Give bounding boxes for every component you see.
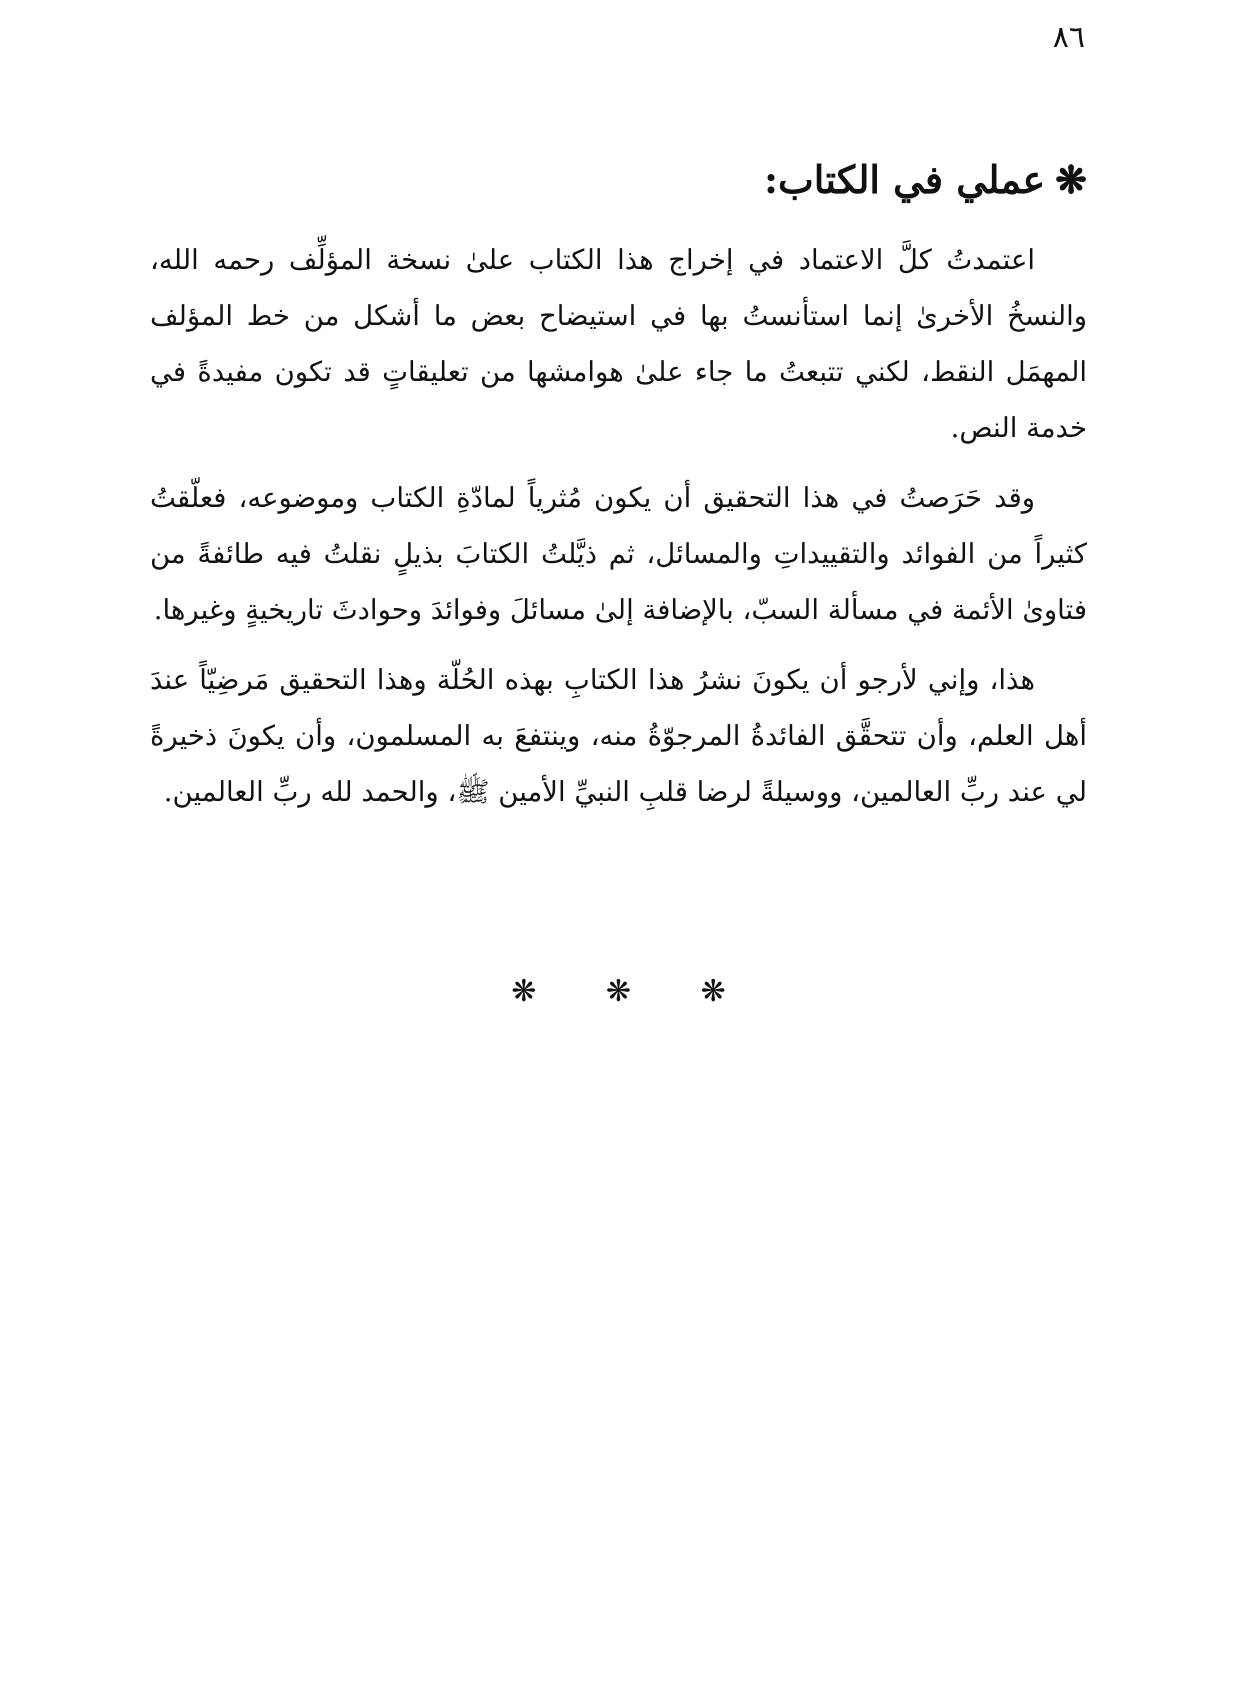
page-number: ٨٦ (1052, 20, 1085, 55)
paragraph-closing: هذا، وإني لأرجو أن يكونَ نشرُ هذا الكتابِ بهذه الحُلّة وهذا التحقيق مَرضِيّاً عندَ أهل العلم، وأن تتحقَّق الفائدةُ المرجوّةُ منه، وينتفعَ به المسلمون، وأن يكونَ ذخيرةً لي عند ربِّ العالمين، ووسيلةً لرضا قلبِ النبيِّ الأمين ﷺ، والحمد لله ربِّ العالمين. (150, 664, 1087, 808)
paragraph-reliance: اعتمدتُ كلَّ الاعتماد في إخراج هذا الكتاب علىٰ نسخة المؤلِّف رحمه الله، والنسخُ الأخرىٰ إنما استأنستُ بها في استيضاح بعض ما أشكل من خط المؤلف المهمَل النقط، لكني تتبعتُ ما جاء علىٰ هوامشها من تعليقاتٍ قد تكون مفيدةً في خدمة النص. (150, 244, 1087, 444)
body-text (150, 232, 1087, 834)
section-heading (150, 152, 1087, 208)
section-divider (0, 972, 1237, 1012)
paragraph-enrichment: وقد حَرَصتُ في هذا التحقيق أن يكون مُثرياً لمادّةِ الكتاب وموضوعه، فعلّقتُ كثيراً من الفوائد والتقييداتِ والمسائل، ثم ذيَّلتُ الكتابَ بذيلٍ نقلتُ فيه طائفةً من فتاوىٰ الأئمة في مسألة السبّ، بالإضافة إلىٰ مسائلَ وفوائدَ وحوادثَ تاريخيةٍ وغيرها. (150, 482, 1087, 626)
section-title: عملي في الكتاب: (763, 157, 1046, 202)
divider-star-icon: ❋ (605, 974, 632, 1009)
divider-star-icon: ❋ (511, 974, 537, 1009)
heading-star-icon: ❋ (1055, 157, 1087, 202)
divider-star-icon: ❋ (700, 974, 726, 1009)
